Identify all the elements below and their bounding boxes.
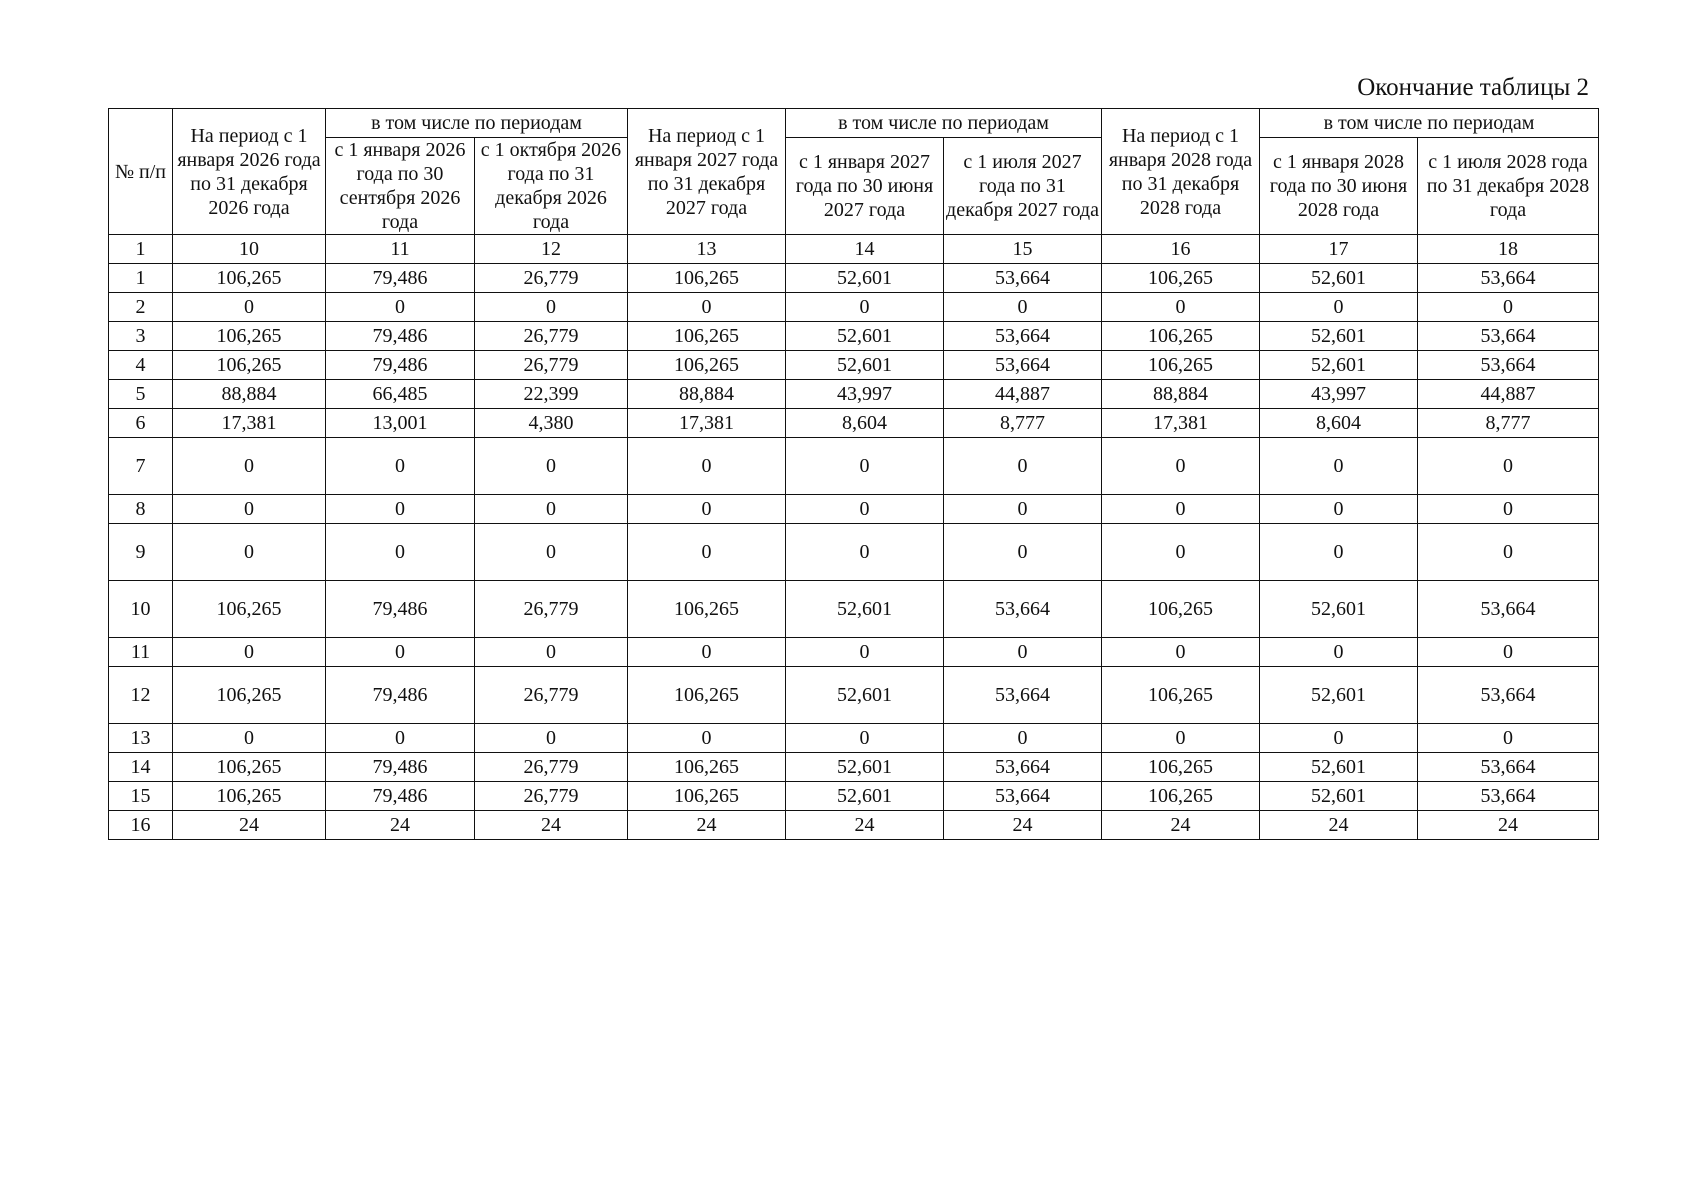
table-cell: 0 — [944, 638, 1102, 667]
table-row — [109, 293, 1599, 322]
table-cell: 17,381 — [628, 409, 786, 438]
row-number: 11 — [109, 638, 173, 667]
table-row — [109, 524, 1599, 581]
table-cell: 13,001 — [326, 409, 475, 438]
table-cell: 106,265 — [628, 753, 786, 782]
table-cell: 106,265 — [173, 667, 326, 724]
table-cell: 24 — [1102, 811, 1260, 840]
header-sub-period: с 1 июля 2028 года по 31 декабря 2028 года — [1418, 138, 1599, 235]
table-cell: 0 — [1102, 638, 1260, 667]
table-cell: 88,884 — [628, 380, 786, 409]
table-cell: 0 — [1260, 524, 1418, 581]
table-cell: 0 — [628, 293, 786, 322]
header-group-label: в том числе по периодам — [326, 109, 628, 138]
table-cell: 44,887 — [944, 380, 1102, 409]
table-cell: 0 — [326, 724, 475, 753]
table-row — [109, 581, 1599, 638]
table-cell: 0 — [786, 495, 944, 524]
row-number: 12 — [109, 667, 173, 724]
table-cell: 106,265 — [1102, 581, 1260, 638]
table-cell: 53,664 — [944, 581, 1102, 638]
table-cell: 0 — [628, 438, 786, 495]
table-cell: 0 — [1418, 638, 1599, 667]
table-cell: 0 — [628, 724, 786, 753]
table-cell: 0 — [173, 724, 326, 753]
table-cell: 26,779 — [475, 581, 628, 638]
table-cell: 43,997 — [1260, 380, 1418, 409]
table-cell: 106,265 — [173, 581, 326, 638]
table-cell: 0 — [1418, 293, 1599, 322]
table-cell: 52,601 — [1260, 264, 1418, 293]
table-cell: 26,779 — [475, 351, 628, 380]
table-cell: 0 — [628, 524, 786, 581]
table-cell: 0 — [173, 293, 326, 322]
table-cell: 0 — [1260, 293, 1418, 322]
table-cell: 0 — [326, 638, 475, 667]
row-number: 3 — [109, 322, 173, 351]
table-cell: 0 — [1260, 638, 1418, 667]
table-cell: 0 — [1260, 724, 1418, 753]
table-cell: 8,604 — [786, 409, 944, 438]
table-body — [109, 264, 1599, 840]
table-cell: 52,601 — [786, 264, 944, 293]
row-number: 1 — [109, 264, 173, 293]
table-cell: 106,265 — [628, 667, 786, 724]
table-cell: 24 — [326, 811, 475, 840]
column-number: 17 — [1260, 235, 1418, 264]
table-cell: 0 — [475, 638, 628, 667]
table-cell: 106,265 — [628, 782, 786, 811]
table-cell: 53,664 — [944, 264, 1102, 293]
table-cell: 53,664 — [944, 782, 1102, 811]
header-sub-period: с 1 января 2026 года по 30 сентября 2026 года — [326, 138, 475, 235]
table-cell: 0 — [173, 495, 326, 524]
table-cell: 52,601 — [1260, 667, 1418, 724]
table-cell: 106,265 — [628, 351, 786, 380]
table-cell: 53,664 — [944, 667, 1102, 724]
header-sub-period: с 1 января 2028 года по 30 июня 2028 года — [1260, 138, 1418, 235]
table-cell: 52,601 — [1260, 581, 1418, 638]
row-number: 16 — [109, 811, 173, 840]
table-cell: 0 — [326, 524, 475, 581]
table-cell: 52,601 — [786, 782, 944, 811]
table-row — [109, 351, 1599, 380]
table-cell: 24 — [173, 811, 326, 840]
table-cell: 52,601 — [1260, 322, 1418, 351]
table-cell: 26,779 — [475, 264, 628, 293]
table-cell: 0 — [1102, 438, 1260, 495]
table-row — [109, 811, 1599, 840]
table-cell: 0 — [475, 724, 628, 753]
table-row — [109, 667, 1599, 724]
table-cell: 8,777 — [1418, 409, 1599, 438]
table-cell: 88,884 — [1102, 380, 1260, 409]
table-cell: 53,664 — [1418, 351, 1599, 380]
table-cell: 79,486 — [326, 667, 475, 724]
table-cell: 24 — [944, 811, 1102, 840]
table-cell: 0 — [628, 638, 786, 667]
table-cell: 79,486 — [326, 753, 475, 782]
table-cell: 106,265 — [628, 322, 786, 351]
table-cell: 106,265 — [173, 782, 326, 811]
row-number: 7 — [109, 438, 173, 495]
table-cell: 53,664 — [1418, 264, 1599, 293]
table-cell: 24 — [1418, 811, 1599, 840]
table-cell: 0 — [944, 293, 1102, 322]
data-table — [108, 108, 1599, 840]
table-cell: 52,601 — [786, 322, 944, 351]
table-cell: 24 — [786, 811, 944, 840]
table-cell: 17,381 — [173, 409, 326, 438]
table-cell: 52,601 — [1260, 753, 1418, 782]
table-cell: 0 — [173, 638, 326, 667]
table-cell: 106,265 — [173, 753, 326, 782]
table-cell: 0 — [786, 638, 944, 667]
row-number: 6 — [109, 409, 173, 438]
table-cell: 0 — [786, 724, 944, 753]
table-cell: 0 — [1418, 524, 1599, 581]
column-number: 10 — [173, 235, 326, 264]
table-cell: 4,380 — [475, 409, 628, 438]
table-cell: 0 — [1102, 495, 1260, 524]
table-cell: 53,664 — [944, 322, 1102, 351]
table-cell: 52,601 — [786, 581, 944, 638]
table-cell: 52,601 — [1260, 351, 1418, 380]
header-sub-period: с 1 июля 2027 года по 31 декабря 2027 года — [944, 138, 1102, 235]
table-cell: 106,265 — [173, 322, 326, 351]
table-cell: 53,664 — [1418, 322, 1599, 351]
table-cell: 0 — [173, 524, 326, 581]
column-number: 15 — [944, 235, 1102, 264]
table-cell: 106,265 — [173, 264, 326, 293]
table-cell: 53,664 — [944, 753, 1102, 782]
header-sub-period: с 1 октября 2026 года по 31 декабря 2026 года — [475, 138, 628, 235]
table-cell: 0 — [475, 495, 628, 524]
table-cell: 106,265 — [1102, 351, 1260, 380]
row-number: 2 — [109, 293, 173, 322]
table-cell: 106,265 — [1102, 753, 1260, 782]
table-cell: 106,265 — [628, 581, 786, 638]
table-cell: 106,265 — [1102, 667, 1260, 724]
table-caption: Окончание таблицы 2 — [1357, 74, 1589, 101]
table-cell: 0 — [944, 438, 1102, 495]
table-cell: 88,884 — [173, 380, 326, 409]
row-number: 8 — [109, 495, 173, 524]
table-cell: 79,486 — [326, 782, 475, 811]
table-cell: 106,265 — [628, 264, 786, 293]
table-cell: 0 — [1418, 495, 1599, 524]
column-number: 16 — [1102, 235, 1260, 264]
table-cell: 53,664 — [944, 351, 1102, 380]
table-cell: 106,265 — [173, 351, 326, 380]
table-cell: 0 — [326, 438, 475, 495]
table-cell: 52,601 — [1260, 782, 1418, 811]
column-number: 13 — [628, 235, 786, 264]
table-cell: 52,601 — [786, 667, 944, 724]
table-cell: 0 — [1260, 438, 1418, 495]
table-cell: 52,601 — [786, 753, 944, 782]
table-cell: 66,485 — [326, 380, 475, 409]
table-cell: 0 — [475, 438, 628, 495]
table-cell: 0 — [475, 293, 628, 322]
table-cell: 0 — [173, 438, 326, 495]
table-cell: 0 — [1418, 438, 1599, 495]
column-number: 11 — [326, 235, 475, 264]
table-cell: 26,779 — [475, 322, 628, 351]
table-cell: 44,887 — [1418, 380, 1599, 409]
table-cell: 24 — [475, 811, 628, 840]
table-row — [109, 724, 1599, 753]
table-cell: 0 — [326, 495, 475, 524]
table-cell: 17,381 — [1102, 409, 1260, 438]
header-num-col: № п/п — [109, 109, 173, 235]
table-row — [109, 438, 1599, 495]
header-period-total: На период с 1 января 2027 года по 31 декабря 2027 года — [628, 109, 786, 235]
table-row — [109, 264, 1599, 293]
header-group-label: в том числе по периодам — [1260, 109, 1599, 138]
table-cell: 0 — [1418, 724, 1599, 753]
table-cell: 0 — [1102, 524, 1260, 581]
row-number: 9 — [109, 524, 173, 581]
row-number: 5 — [109, 380, 173, 409]
table-cell: 26,779 — [475, 753, 628, 782]
table-cell: 8,777 — [944, 409, 1102, 438]
table-cell: 26,779 — [475, 782, 628, 811]
table-cell: 79,486 — [326, 322, 475, 351]
table-cell: 0 — [475, 524, 628, 581]
row-number: 15 — [109, 782, 173, 811]
header-group-label: в том числе по периодам — [786, 109, 1102, 138]
row-number: 14 — [109, 753, 173, 782]
row-number: 4 — [109, 351, 173, 380]
table-cell: 53,664 — [1418, 581, 1599, 638]
table-row — [109, 782, 1599, 811]
table-cell: 0 — [944, 495, 1102, 524]
table-cell: 0 — [628, 495, 786, 524]
table-cell: 43,997 — [786, 380, 944, 409]
table-cell: 0 — [944, 724, 1102, 753]
table-row — [109, 495, 1599, 524]
header-period-total: На период с 1 января 2028 года по 31 декабря 2028 года — [1102, 109, 1260, 235]
table-cell: 79,486 — [326, 351, 475, 380]
column-number: 18 — [1418, 235, 1599, 264]
table-cell: 52,601 — [786, 351, 944, 380]
table-cell: 53,664 — [1418, 782, 1599, 811]
table-cell: 0 — [786, 438, 944, 495]
table-cell: 106,265 — [1102, 264, 1260, 293]
table-cell: 24 — [628, 811, 786, 840]
table-cell: 79,486 — [326, 264, 475, 293]
table-row — [109, 409, 1599, 438]
table-cell: 106,265 — [1102, 782, 1260, 811]
table-row — [109, 380, 1599, 409]
header-period-total: На период с 1 января 2026 года по 31 декабря 2026 года — [173, 109, 326, 235]
table-cell: 0 — [1102, 724, 1260, 753]
table-cell: 53,664 — [1418, 753, 1599, 782]
table-cell: 0 — [786, 293, 944, 322]
table-row — [109, 638, 1599, 667]
table-cell: 0 — [1102, 293, 1260, 322]
table-cell: 53,664 — [1418, 667, 1599, 724]
table-cell: 26,779 — [475, 667, 628, 724]
table-row — [109, 753, 1599, 782]
table-header — [109, 109, 1599, 264]
table-cell: 79,486 — [326, 581, 475, 638]
column-number-row — [109, 235, 1599, 264]
table-cell: 24 — [1260, 811, 1418, 840]
table-cell: 106,265 — [1102, 322, 1260, 351]
row-number: 13 — [109, 724, 173, 753]
table-cell: 0 — [786, 524, 944, 581]
row-number: 10 — [109, 581, 173, 638]
column-number: 12 — [475, 235, 628, 264]
table-cell: 0 — [326, 293, 475, 322]
table-cell: 0 — [1260, 495, 1418, 524]
table-cell: 8,604 — [1260, 409, 1418, 438]
column-number: 1 — [109, 235, 173, 264]
column-number: 14 — [786, 235, 944, 264]
table-cell: 0 — [944, 524, 1102, 581]
header-sub-period: с 1 января 2027 года по 30 июня 2027 года — [786, 138, 944, 235]
table-cell: 22,399 — [475, 380, 628, 409]
table-row — [109, 322, 1599, 351]
